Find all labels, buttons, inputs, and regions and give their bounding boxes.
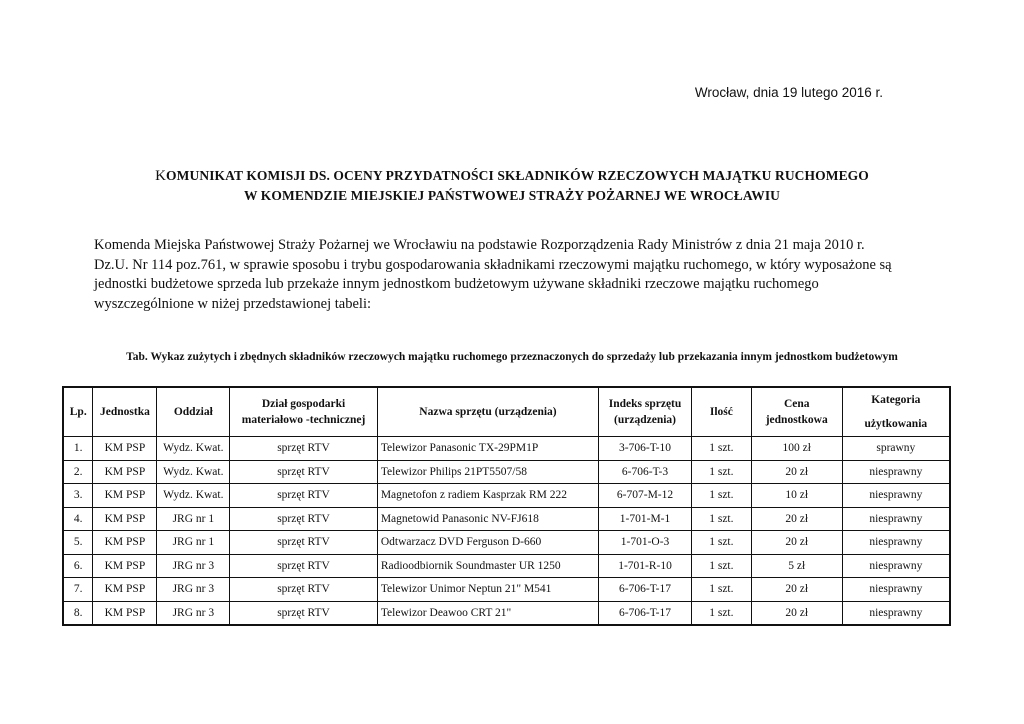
cell-ilosc: 1 szt. (691, 507, 751, 531)
header-kategoria (842, 387, 950, 437)
cell-jednostka: KM PSP (93, 460, 157, 484)
cell-cena: 5 zł (751, 554, 842, 578)
cell-ilosc: 1 szt. (691, 601, 751, 625)
cell-ilosc: 1 szt. (691, 578, 751, 602)
table-row (63, 507, 950, 531)
cell-cena: 20 zł (751, 601, 842, 625)
document-title (0, 166, 1024, 205)
cell-nazwa: Telewizor Philips 21PT5507/58 (377, 460, 598, 484)
cell-ilosc: 1 szt. (691, 484, 751, 508)
header-cena-line-1: Cena (783, 398, 810, 410)
cell-oddzial: JRG nr 1 (157, 507, 230, 531)
cell-kategoria: sprawny (842, 437, 950, 461)
cell-oddzial: JRG nr 3 (157, 578, 230, 602)
cell-dzial: sprzęt RTV (230, 531, 378, 555)
table-row (63, 601, 950, 625)
intro-line: Komenda Miejska Państwowej Straży Pożarnej we Wrocławiu na podstawie Rozporządzenia Rady Ministrów z dnia 21 maja 2010 r. (94, 237, 865, 253)
intro-line: jednostki budżetowe sprzeda lub przekaże innym jednostkom budżetowym używane składniki rzeczowe majątku ruchomego (94, 276, 819, 292)
cell-lp: 6. (63, 554, 93, 578)
cell-indeks: 3-706-T-10 (599, 437, 692, 461)
cell-jednostka: KM PSP (93, 507, 157, 531)
header-oddzial: Oddział (157, 387, 230, 437)
cell-nazwa: Telewizor Deawoo CRT 21" (377, 601, 598, 625)
cell-nazwa: Odtwarzacz DVD Ferguson D-660 (377, 531, 598, 555)
title-line-1-text: OMUNIKAT KOMISJI DS. OCENY PRZYDATNOŚCI SKŁADNIKÓW RZECZOWYCH MAJĄTKU RUCHOMEGO (166, 168, 869, 183)
header-dzial (230, 387, 378, 437)
header-nazwa: Nazwa sprzętu (urządzenia) (377, 387, 598, 437)
cell-oddzial: JRG nr 1 (157, 531, 230, 555)
header-cena-line-2: jednostkowa (765, 414, 828, 426)
cell-jednostka: KM PSP (93, 554, 157, 578)
cell-dzial: sprzęt RTV (230, 578, 378, 602)
cell-dzial: sprzęt RTV (230, 437, 378, 461)
cell-jednostka: KM PSP (93, 437, 157, 461)
table-row (63, 437, 950, 461)
cell-nazwa: Telewizor Unimor Neptun 21" M541 (377, 578, 598, 602)
table-row (63, 531, 950, 555)
cell-cena: 100 zł (751, 437, 842, 461)
cell-ilosc: 1 szt. (691, 460, 751, 484)
cell-kategoria: niesprawny (842, 484, 950, 508)
table-header-row (63, 387, 950, 437)
cell-oddzial: Wydz. Kwat. (157, 437, 230, 461)
title-line-1 (0, 166, 1024, 186)
cell-kategoria: niesprawny (842, 554, 950, 578)
header-jednostka: Jednostka (93, 387, 157, 437)
cell-nazwa: Magnetofon z radiem Kasprzak RM 222 (377, 484, 598, 508)
title-initial: K (155, 168, 167, 184)
cell-lp: 7. (63, 578, 93, 602)
intro-line: wyszczególnione w niżej przedstawionej tabeli: (94, 295, 372, 312)
table-row (63, 484, 950, 508)
cell-jednostka: KM PSP (93, 601, 157, 625)
header-lp: Lp. (63, 387, 93, 437)
cell-kategoria: niesprawny (842, 460, 950, 484)
intro-line: Dz.U. Nr 114 poz.761, w sprawie sposobu i trybu gospodarowania składnikami rzeczowymi majątku ruchomego, w który wyposażone są (94, 256, 892, 273)
cell-lp: 8. (63, 601, 93, 625)
cell-kategoria: niesprawny (842, 578, 950, 602)
inventory-table (62, 386, 951, 626)
cell-nazwa: Radioodbiornik Soundmaster UR 1250 (377, 554, 598, 578)
cell-cena: 10 zł (751, 484, 842, 508)
cell-nazwa: Telewizor Panasonic TX-29PM1P (377, 437, 598, 461)
cell-ilosc: 1 szt. (691, 531, 751, 555)
cell-lp: 4. (63, 507, 93, 531)
cell-cena: 20 zł (751, 531, 842, 555)
cell-lp: 5. (63, 531, 93, 555)
cell-indeks: 6-707-M-12 (599, 484, 692, 508)
cell-indeks: 6-706-T-17 (599, 601, 692, 625)
cell-cena: 20 zł (751, 507, 842, 531)
cell-dzial: sprzęt RTV (230, 484, 378, 508)
title-line-2: W KOMENDZIE MIEJSKIEJ PAŃSTWOWEJ STRAŻY POŻARNEJ WE WROCŁAWIU (243, 188, 781, 203)
header-cena (751, 387, 842, 437)
cell-indeks: 1-701-O-3 (599, 531, 692, 555)
cell-oddzial: JRG nr 3 (157, 601, 230, 625)
cell-dzial: sprzęt RTV (230, 507, 378, 531)
cell-kategoria: niesprawny (842, 601, 950, 625)
cell-kategoria: niesprawny (842, 531, 950, 555)
header-indeks-line-1: Indeks sprzętu (608, 398, 682, 410)
cell-ilosc: 1 szt. (691, 554, 751, 578)
cell-oddzial: JRG nr 3 (157, 554, 230, 578)
cell-oddzial: Wydz. Kwat. (157, 484, 230, 508)
cell-dzial: sprzęt RTV (230, 601, 378, 625)
header-ilosc: Ilość (691, 387, 751, 437)
table-row (63, 460, 950, 484)
cell-indeks: 1-701-R-10 (599, 554, 692, 578)
cell-indeks: 6-706-T-3 (599, 460, 692, 484)
cell-jednostka: KM PSP (93, 578, 157, 602)
cell-kategoria: niesprawny (842, 507, 950, 531)
cell-lp: 3. (63, 484, 93, 508)
cell-oddzial: Wydz. Kwat. (157, 460, 230, 484)
header-dzial-line-2: materiałowo -technicznej (241, 414, 366, 426)
cell-dzial: sprzęt RTV (230, 554, 378, 578)
cell-lp: 2. (63, 460, 93, 484)
table-caption: Tab. Wykaz zużytych i zbędnych składników rzeczowych majątku ruchomego przeznaczonych do sprzedaży lub przekazania innym jednostkom budżetowym (126, 351, 898, 363)
header-dzial-line-1: Dział gospodarki (261, 398, 346, 410)
header-indeks-line-2: (urządzenia) (614, 414, 676, 426)
cell-indeks: 1-701-M-1 (599, 507, 692, 531)
cell-indeks: 6-706-T-17 (599, 578, 692, 602)
cell-jednostka: KM PSP (93, 484, 157, 508)
cell-nazwa: Magnetowid Panasonic NV-FJ618 (377, 507, 598, 531)
cell-lp: 1. (63, 437, 93, 461)
document-date: Wrocław, dnia 19 lutego 2016 r. (694, 85, 883, 100)
table-row (63, 578, 950, 602)
cell-dzial: sprzęt RTV (230, 460, 378, 484)
table-row (63, 554, 950, 578)
header-kategoria-line-2: użytkowania (864, 418, 928, 430)
header-kategoria-line-1: Kategoria (871, 394, 921, 406)
cell-cena: 20 zł (751, 578, 842, 602)
cell-ilosc: 1 szt. (691, 437, 751, 461)
intro-paragraph (94, 236, 914, 314)
cell-jednostka: KM PSP (93, 531, 157, 555)
header-indeks (599, 387, 692, 437)
cell-cena: 20 zł (751, 460, 842, 484)
